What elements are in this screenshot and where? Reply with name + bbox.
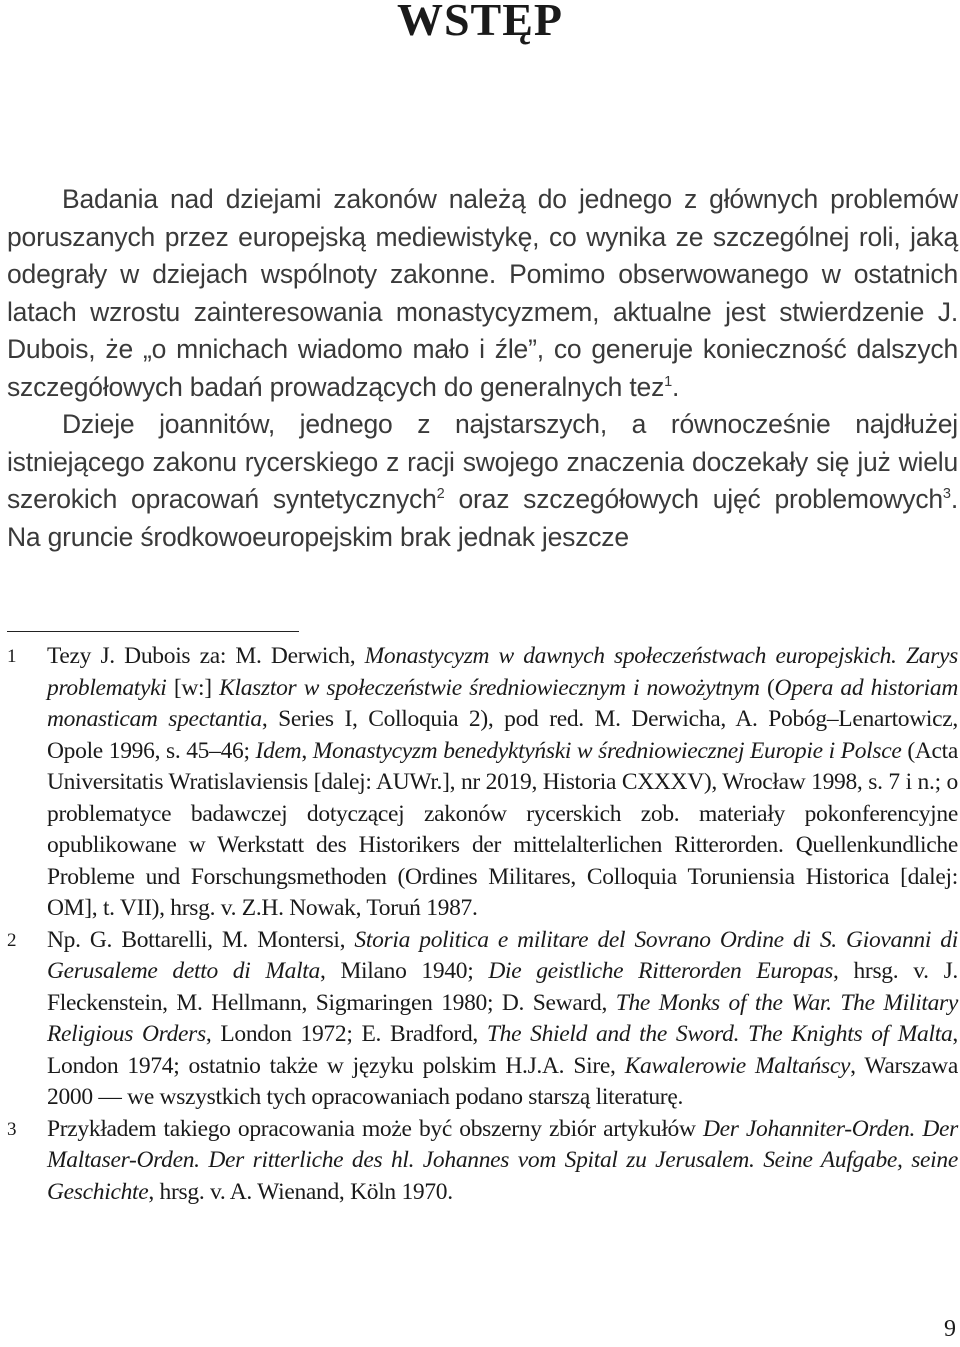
text-run: , London 1974; ostatnio także w języku polskim H.J.A. Sire, (47, 1021, 958, 1079)
footnote (7, 925, 958, 1114)
italic-text: Storia politica e militare del Sovrano Ordine di S. Giovanni di Gerusaleme detto di Malta (47, 926, 958, 984)
text-run: , Milano 1940; (320, 958, 489, 984)
page-title: WSTĘP (396, 0, 564, 45)
page-number: 9 (944, 1316, 956, 1342)
italic-text: Der Johanniter-Orden. Der Maltaser-Orden. Der ritterliche des hl. Johannes vom Spital zu Jerusalem. Seine Aufgabe, seine Geschichte (47, 1115, 958, 1205)
footnotes (7, 641, 958, 1208)
text-run: . (672, 371, 680, 402)
italic-text: Monastycyzm benedyktyński w średniowiecznej Europie i Polsce (312, 737, 902, 764)
italic-text: The Shield and the Sword. The Knights of Malta (486, 1021, 953, 1047)
footnote-number: 3 (7, 1118, 17, 1140)
italic-text: Die geistliche Ritterorden Europas (488, 958, 834, 984)
text-run: , hrsg. v. J. Fleckenstein, M. Hellmann, Sigmaringen 1980; D. Seward, (47, 958, 958, 1016)
text-run: , Warszawa 2000 — we wszystkich tych opracowaniach podano starszą literaturę. (47, 1052, 958, 1110)
text-run: , hrsg. v. A. Wienand, Köln 1970. (148, 1178, 453, 1205)
footnote-ref: 3 (942, 486, 951, 503)
footnote-number: 1 (7, 646, 17, 667)
text-run: Tezy J. Dubois za: M. Derwich, (47, 643, 365, 669)
main-text (7, 181, 958, 556)
text-run: Dzieje joannitów, jednego z najstarszych, a równocześnie najdłużej istniejącego zakonu rycerskiego z racji swojego znaczenia doczekały się już wielu szerokich opracowań syntetycznych (7, 409, 958, 514)
italic-text: Klasztor w społeczeństwie średniowiecznym i nowożytnym (219, 674, 760, 701)
footnote-separator (7, 631, 299, 632)
text-run: ( (759, 674, 775, 701)
footnote-number: 2 (7, 929, 17, 951)
footnote (7, 1114, 958, 1209)
paragraph (7, 181, 958, 406)
text-run: Przykładem takiego opracowania może być obszerny zbiór artykułów (47, 1115, 703, 1142)
footnote-ref: 2 (436, 486, 445, 503)
italic-text: Kawalerowie Maltańscy (624, 1052, 851, 1079)
text-run: (Acta Universitatis Wratislaviensis [dalej: AUWr.], nr 2019, Historia CXXXV), Wrocław 1998, s. 7 i n.; o problematyce badawczej dotyczącej zakonów rycerskich zob. materiały pokonferencyjne opublikowane w Werkstatt des Historikers der mittelalterlichen Ritterorden. Quellenkundliche Probleme und Forschungsmethoden (Ordines Militares, Colloquia Toruniensia Historica [dalej: OM], t. VII), hrsg. v. Z.H. Nowak, Toruń 1987. (47, 737, 959, 921)
text-run: , London 1972; E. Bradford, (205, 1021, 487, 1047)
text-run: Np. G. Bottarelli, M. Montersi, (47, 926, 355, 953)
italic-text: Idem (255, 737, 302, 764)
text-run: [w:] (166, 674, 220, 701)
paragraph (7, 406, 958, 556)
italic-text: Opera ad historiam monasticam spectantia (47, 674, 958, 732)
italic-text: The Monks of the War. The Military Religious Orders (47, 989, 958, 1047)
italic-text: Monastycyzm w dawnych społeczeństwach europejskich. Zarys problematyki (47, 643, 958, 701)
footnote-ref: 1 (664, 373, 673, 390)
text-run: , (301, 737, 313, 764)
text-run: . Na gruncie środkowoeuropejskim brak jednak jeszcze (7, 484, 958, 552)
text-run: Badania nad dziejami zakonów należą do jednego z głównych problemów poruszanych przez europejską mediewistykę, co wynika ze szczególnej roli, jaką odegrały w dziejach wspólnoty zakonne. Pomimo obserwowanego w ostatnich latach wzrostu zainteresowania monastycyzmem, aktualne jest stwierdzenie J. Dubois, że „o mnichach wiadomo mało i źle”, co generuje konieczność dalszych szczegółowych badań prowadzących do generalnych tez (7, 184, 958, 402)
text-run: oraz szczegółowych ujęć problemowych (444, 484, 943, 514)
footnote (7, 641, 958, 925)
text-run: , Series I, Colloquia 2), pod red. M. Derwicha, A. Pobóg–Lenartowicz, Opole 1996, s. 45–46; (47, 706, 958, 764)
